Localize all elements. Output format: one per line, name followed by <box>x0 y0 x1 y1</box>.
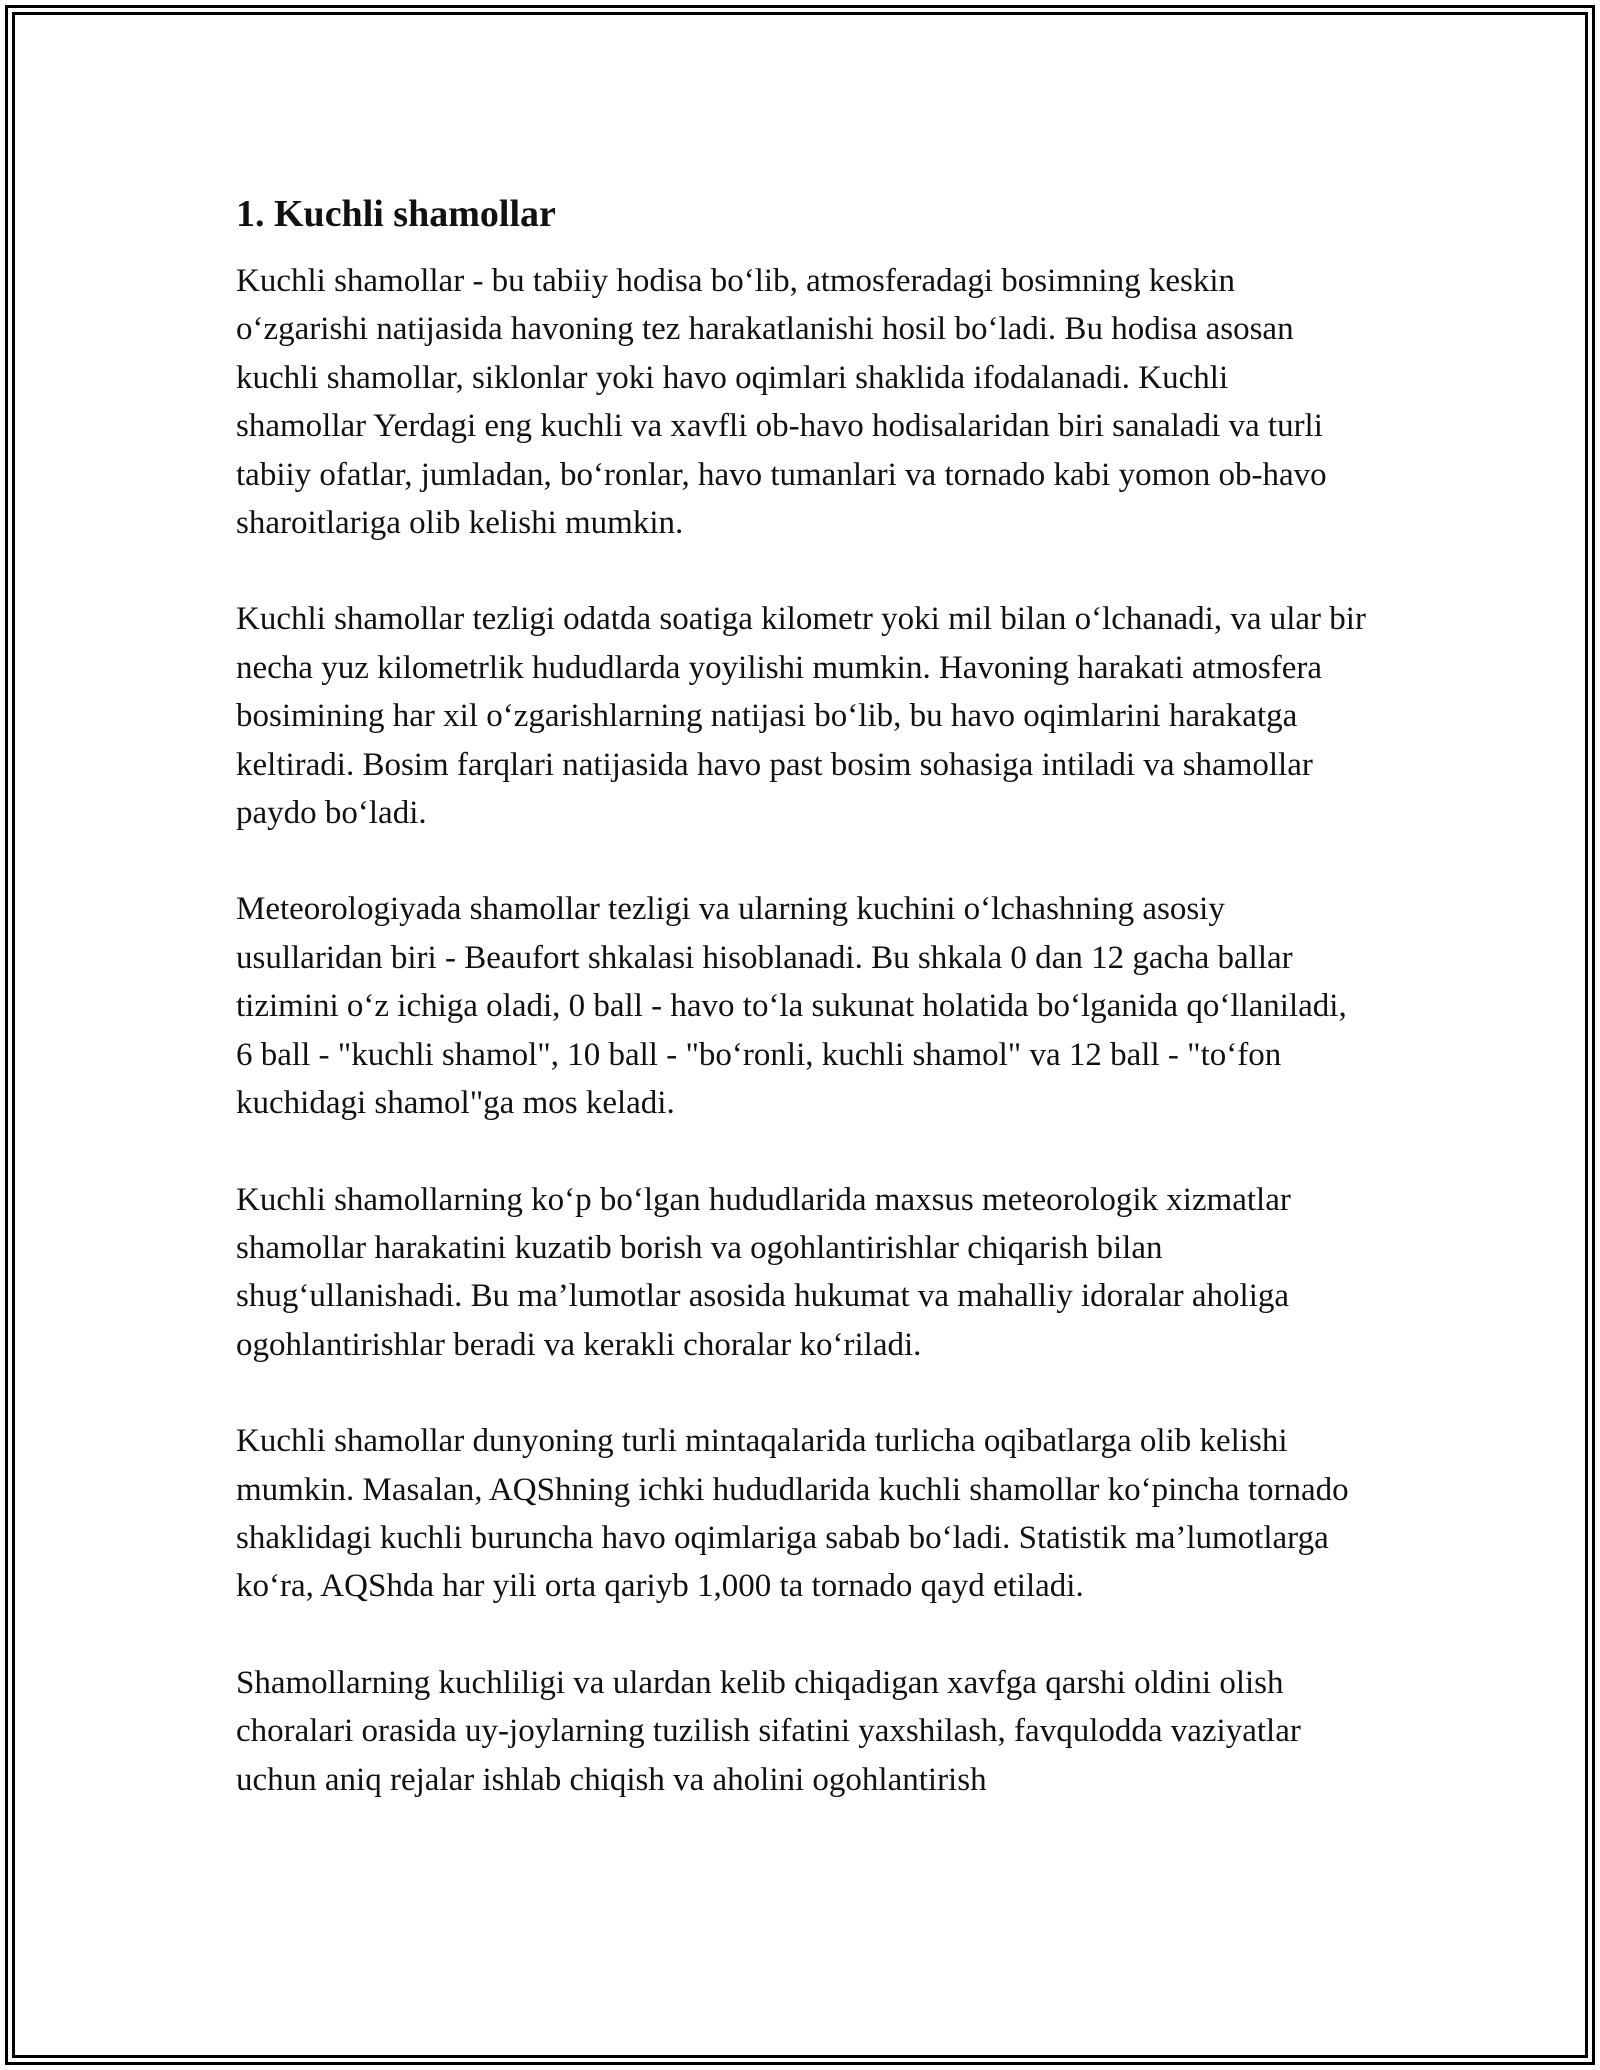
section-heading: 1. Kuchli shamollar <box>236 193 556 235</box>
document-body <box>236 183 1366 1804</box>
paragraph-4: Kuchli shamollarning ko‘p bo‘lgan hududlarida maxsus meteorologik xizmatlar shamollar harakatini kuzatib borish va ogohlantirishlar chiqarish bilan shug‘ullanishadi. Bu ma’lumotlar asosida hukumat va mahalliy idoralar aholiga ogohlantirishlar beradi va kerakli choralar ko‘riladi. <box>236 1181 1291 1363</box>
paragraph-1: Kuchli shamollar - bu tabiiy hodisa bo‘lib, atmosferadagi bosimning keskin o‘zgarishi natijasida havoning tez harakatlanishi hosil bo‘ladi. Bu hodisa asosan kuchli shamollar, siklonlar yoki havo oqimlari shaklida ifodalanadi. Kuchli shamollar Yerdagi eng kuchli va xavfli ob-havo hodisalaridan biri sanaladi va turli tabiiy ofatlar, jumladan, bo‘ronlar, havo tumanlari va tornado kabi yomon ob-havo sharoitlariga olib kelishi mumkin. <box>236 263 1327 542</box>
paragraph-5: Kuchli shamollar dunyoning turli mintaqalarida turlicha oqibatlarga olib kelishi mumkin. Masalan, AQShning ichki hududlarida kuchli shamollar ko‘pincha tornado shaklidagi kuchli buruncha havo oqimlariga sabab bo‘ladi. Statistik ma’lumotlarga ko‘ra, AQShda har yili orta qariyb 1,000 ta tornado qayd etiladi. <box>236 1423 1349 1605</box>
paragraph-6: Shamollarning kuchliligi va ulardan kelib chiqadigan xavfga qarshi oldini olish choralari orasida uy-joylarning tuzilish sifatini yaxshilash, favqulodda vaziyatlar uchun aniq rejalar ishlab chiqish va aholini ogohlantirish <box>236 1664 1301 1798</box>
paragraph-3: Meteorologiyada shamollar tezligi va ularning kuchini o‘lchashning asosiy usullaridan biri - Beaufort shkalasi hisoblanadi. Bu shkala 0 dan 12 gacha ballar tizimini o‘z ichiga oladi, 0 ball - havo to‘la sukunat holatida bo‘lganida qo‘llaniladi, 6 ball - "kuchli shamol", 10 ball - "bo‘ronli, kuchli shamol" va 12 ball - "to‘fon kuchidagi shamol"ga mos keladi. <box>236 891 1347 1122</box>
paragraph-2: Kuchli shamollar tezligi odatda soatiga kilometr yoki mil bilan o‘lchanadi, va ular bir necha yuz kilometrlik hududlarda yoyilishi mumkin. Havoning harakati atmosfera bosimining har xil o‘zgarishlarning natijasi bo‘lib, bu havo oqimlarini harakatga keltiradi. Bosim farqlari natijasida havo past bosim sohasiga intiladi va shamollar paydo bo‘ladi. <box>236 601 1366 832</box>
